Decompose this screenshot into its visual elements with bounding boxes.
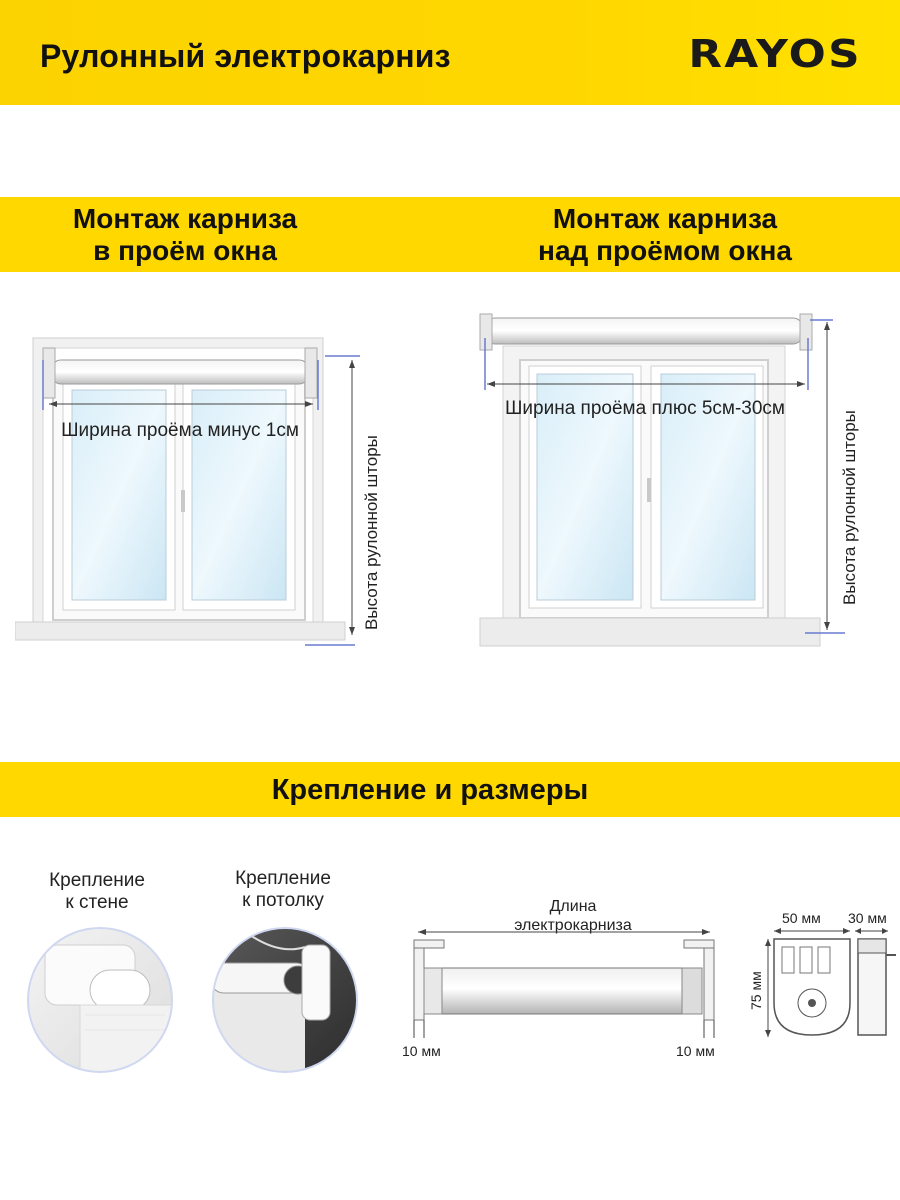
- tube-dimension-drawing: [398, 920, 728, 1050]
- wall-mount-label-line1: Крепление: [49, 870, 145, 891]
- bracket-depth-label: 30 мм: [848, 910, 887, 926]
- in-opening-title: [0, 203, 370, 267]
- brand-logo: RAYOS: [688, 32, 862, 76]
- bracket-height-label: 75 мм: [748, 971, 764, 1010]
- ceiling-mount-label: [208, 868, 358, 912]
- roller-tube-above: [485, 318, 803, 344]
- offset-right-label: 10 мм: [676, 1043, 715, 1059]
- ceiling-mount-photo: [210, 925, 360, 1075]
- above-opening-title-line1: Монтаж карниза: [552, 203, 778, 234]
- ceiling-mount-label-line1: Крепление: [235, 868, 331, 889]
- length-label-line1: Длина: [549, 898, 597, 915]
- wall-mount-label: [22, 870, 172, 914]
- product-title: Рулонный электрокарниз: [40, 38, 451, 74]
- window-above-opening-illustration: [475, 308, 845, 653]
- in-opening-height-label: Высота рулонной шторы: [362, 435, 381, 630]
- offset-left-label: 10 мм: [402, 1043, 441, 1059]
- ceiling-mount-label-line2: к потолку: [242, 890, 324, 911]
- wall-mount-label-line2: к стене: [65, 892, 129, 913]
- in-opening-title-line2: в проём окна: [93, 235, 277, 266]
- in-opening-title-line1: Монтаж карниза: [72, 203, 298, 234]
- roller-tube: [51, 360, 309, 384]
- window-in-opening-illustration: [15, 330, 375, 660]
- wall-mount-photo: [25, 925, 175, 1075]
- above-opening-height-label: Высота рулонной шторы: [840, 410, 859, 605]
- length-label-line2: электрокарниза: [514, 917, 632, 934]
- above-opening-title: [470, 203, 860, 267]
- above-opening-title-line2: над проёмом окна: [538, 235, 792, 266]
- bracket-dimension-drawing: [760, 925, 900, 1045]
- in-opening-width-label: Ширина проёма минус 1см: [61, 420, 299, 441]
- fastening-title: Крепление и размеры: [271, 774, 589, 806]
- above-opening-width-label: Ширина проёма плюс 5см-30см: [505, 398, 785, 419]
- tube: [424, 968, 699, 1014]
- bracket-width-label: 50 мм: [782, 910, 821, 926]
